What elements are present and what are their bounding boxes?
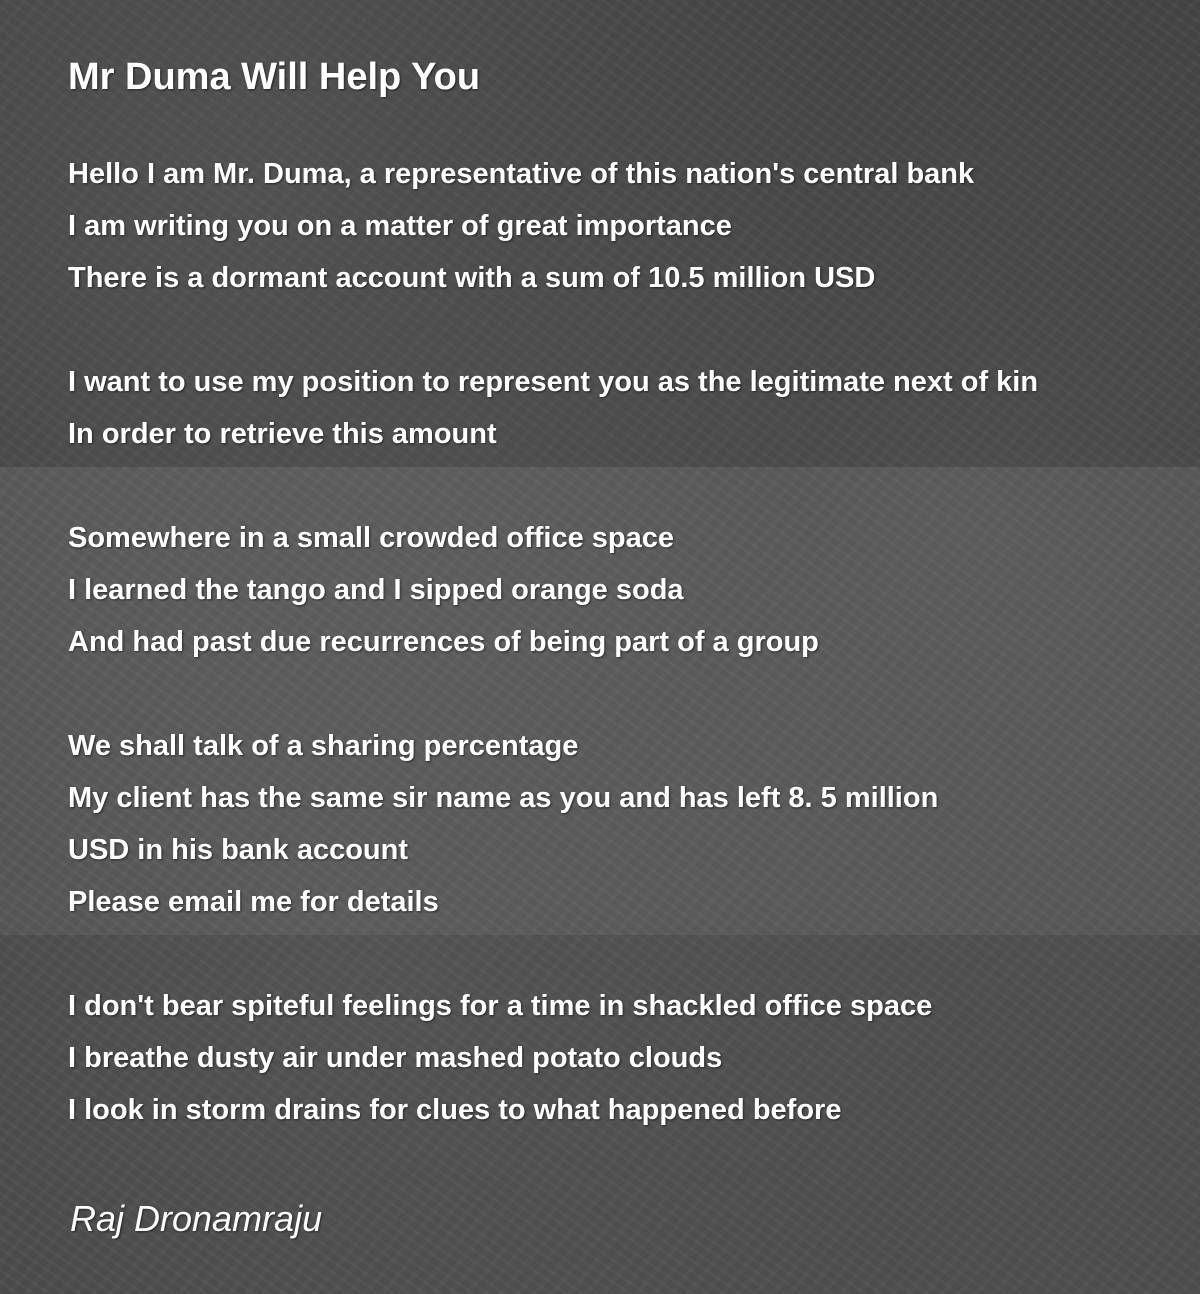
stanza-5 <box>68 980 1178 1136</box>
poem-line: And had past due recurrences of being part of a group <box>68 626 819 658</box>
poem-line: My client has the same sir name as you and has left 8. 5 million <box>68 782 939 814</box>
stanza-2 <box>68 356 1178 460</box>
poem-line: I breathe dusty air under mashed potato clouds <box>68 1042 723 1074</box>
poem-line: Somewhere in a small crowded office space <box>68 522 674 554</box>
poem-line: I learned the tango and I sipped orange soda <box>68 574 684 606</box>
poem-body <box>68 148 1178 1188</box>
stanza-4 <box>68 720 1178 928</box>
poem-author: Raj Dronamraju <box>70 1198 323 1239</box>
poem-line: USD in his bank account <box>68 834 408 866</box>
poem-line: I don't bear spiteful feelings for a time in shackled office space <box>68 990 933 1022</box>
poem-line: We shall talk of a sharing percentage <box>68 730 579 762</box>
poem-line: Hello I am Mr. Duma, a representative of this nation's central bank <box>68 158 975 190</box>
poem-line: There is a dormant account with a sum of 10.5 million USD <box>68 262 876 294</box>
poem-line: In order to retrieve this amount <box>68 418 497 450</box>
stanza-1 <box>68 148 1178 304</box>
stanza-3 <box>68 512 1178 668</box>
poem-title: Mr Duma Will Help You <box>68 56 481 98</box>
poem-line: I look in storm drains for clues to what happened before <box>68 1094 842 1126</box>
poem-line: Please email me for details <box>68 886 439 918</box>
poem-line: I am writing you on a matter of great importance <box>68 210 732 242</box>
poem-line: I want to use my position to represent you as the legitimate next of kin <box>68 366 1039 398</box>
